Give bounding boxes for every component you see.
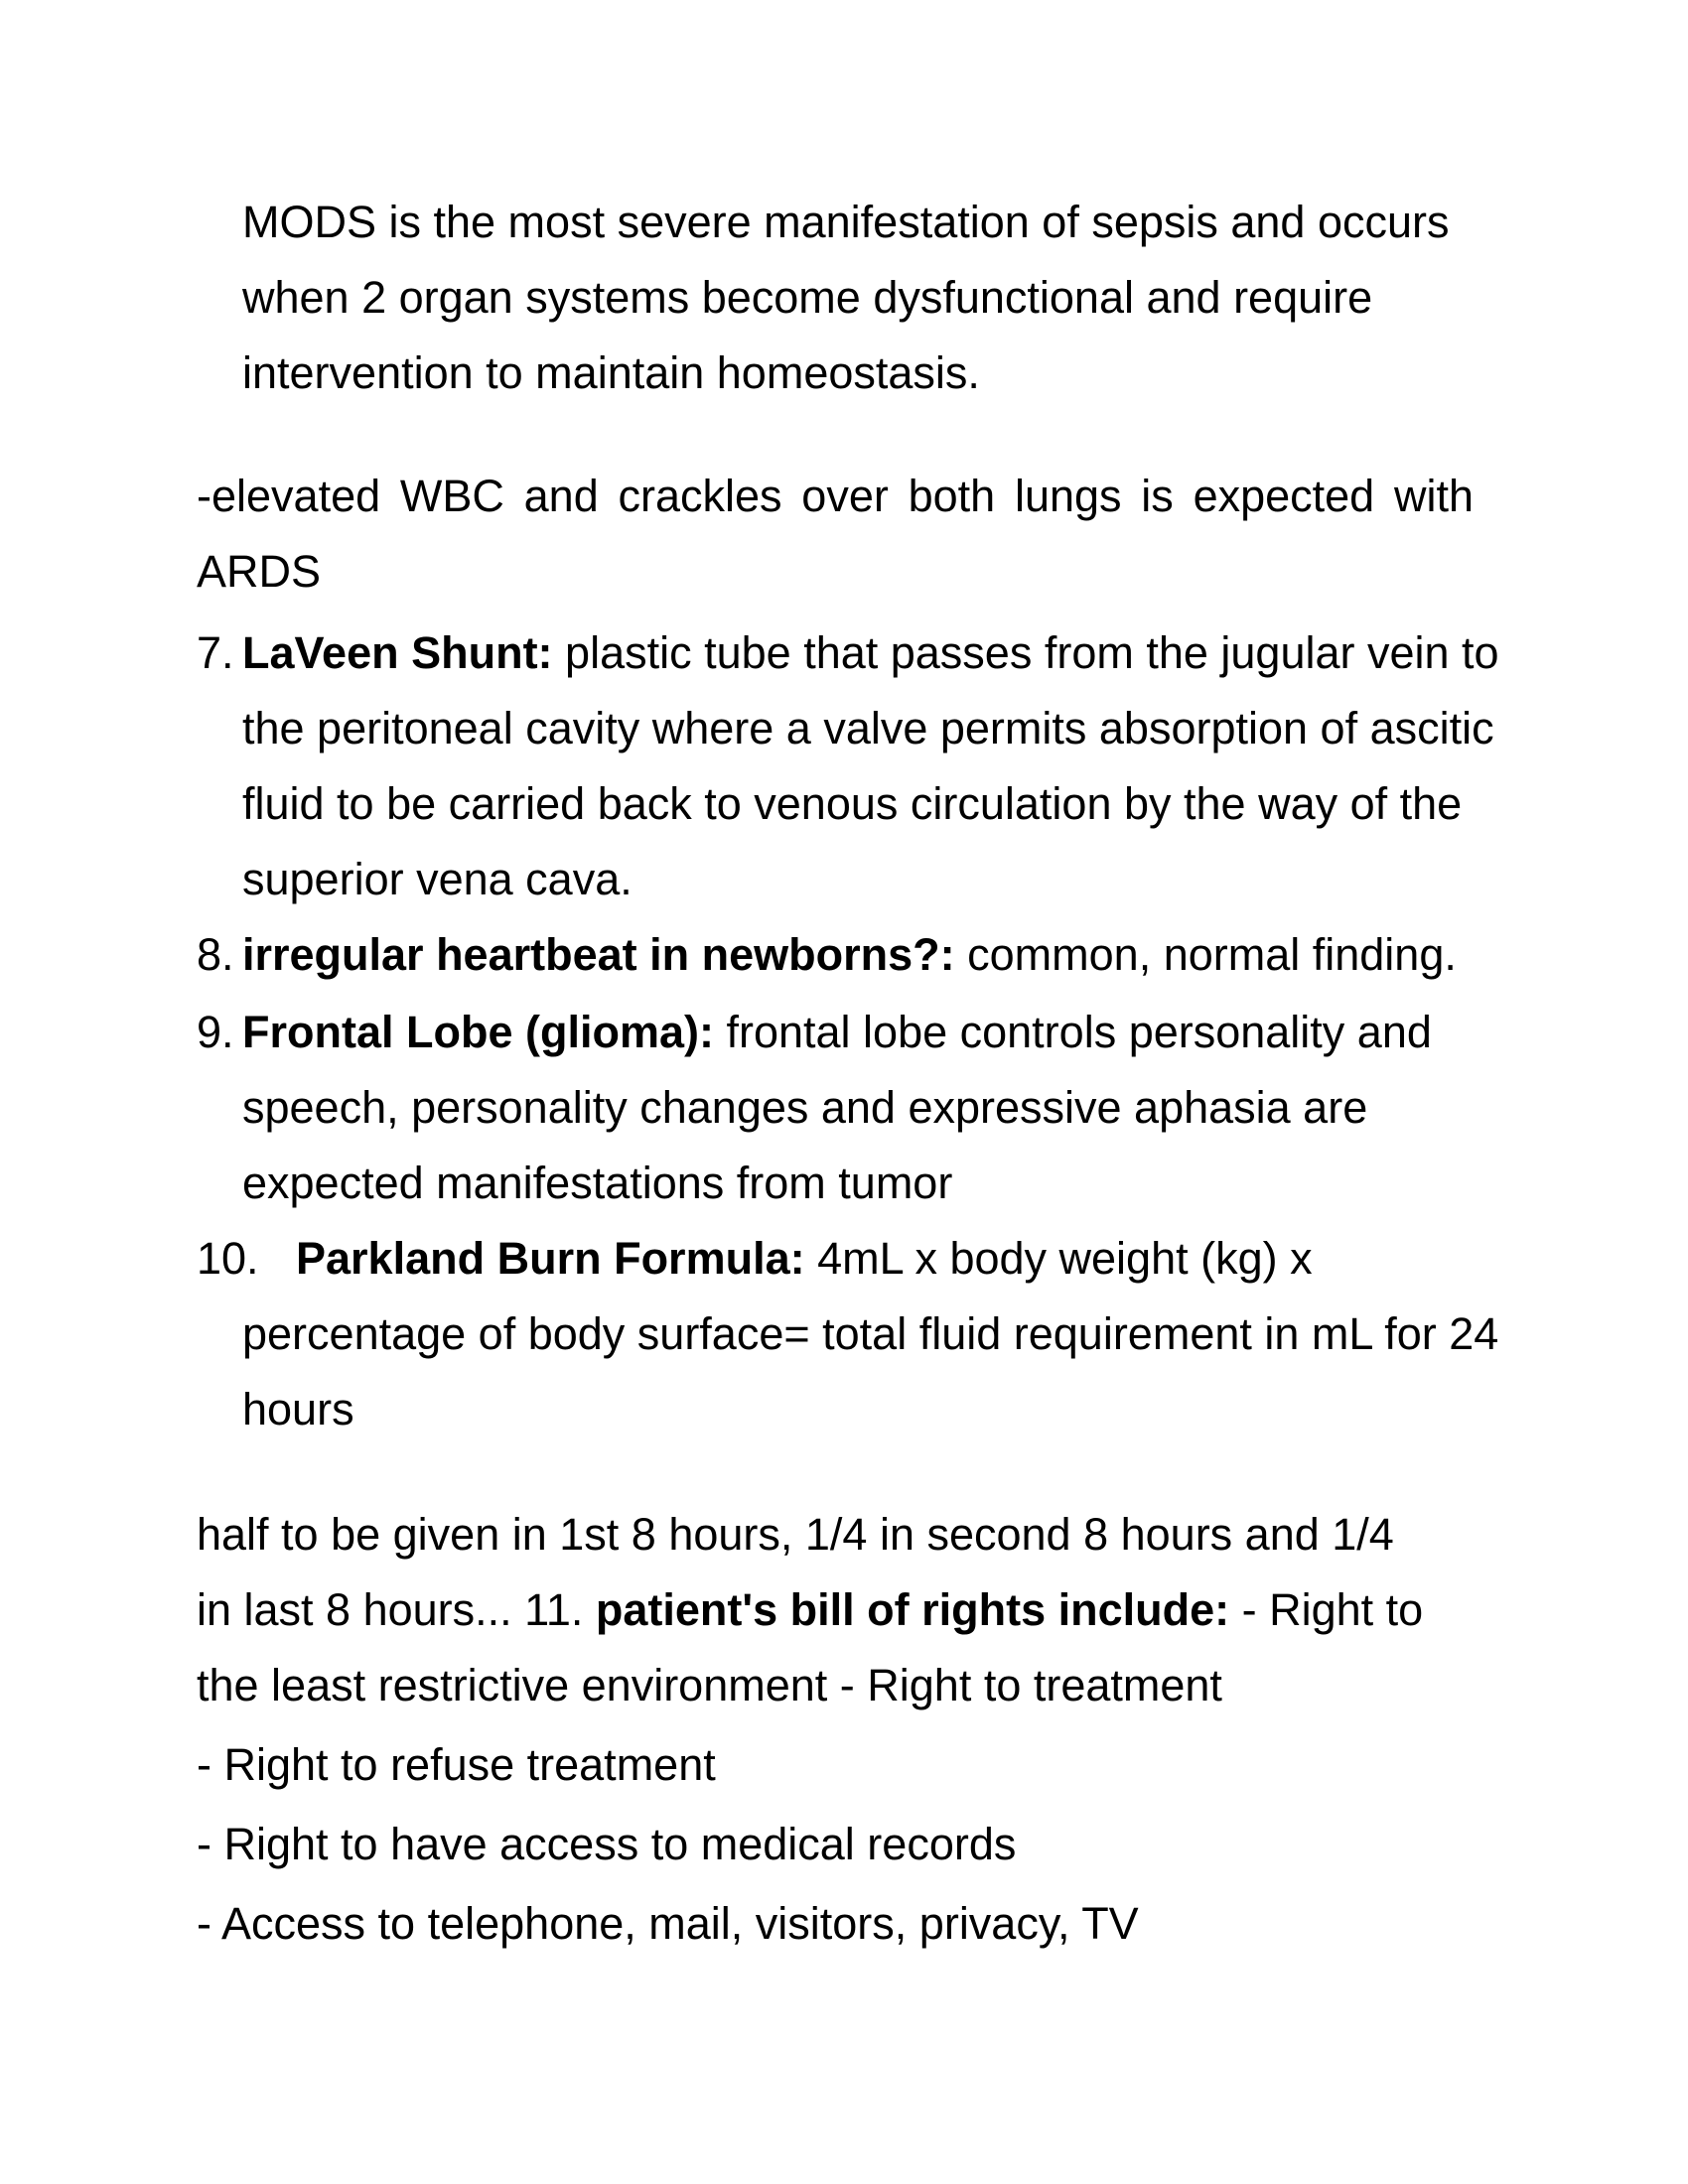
rights-item: - Access to telephone, mail, visitors, privacy, TV [197,1898,1139,1949]
item-7-number: 7. [197,627,234,678]
ards-note-line-2: ARDS [197,546,322,597]
dosing-line-2-start: in last 8 hours... 11. [197,1584,596,1635]
item-11-definition-start: - Right to [1229,1584,1424,1635]
item-10-definition-start: 4mL x body weight (kg) x [804,1233,1313,1284]
item-11-term: patient's bill of rights include: [595,1584,1230,1635]
item-9-definition-start: frontal lobe controls personality and [713,1007,1432,1057]
item-7-line-3: fluid to be carried back to venous circulation by the way of the [242,778,1463,829]
rights-item: - Right to have access to medical records [197,1819,1017,1869]
item-8-line-1 [242,925,1457,985]
item-7-term: LaVeen Shunt: [242,627,553,678]
item-8-term: irregular heartbeat in newborns?: [242,929,955,980]
item-10-line-3: hours [242,1384,354,1434]
item-9-line-3: expected manifestations from tumor [242,1158,953,1208]
dosing-line-3: the least restrictive environment - Right to treatment [197,1660,1222,1710]
ards-note-line-1: -elevated WBC and crackles over both lungs is expected with [197,471,1474,521]
item-10-number: 10. [197,1233,259,1284]
dosing-line-1: half to be given in 1st 8 hours, 1/4 in second 8 hours and 1/4 [197,1509,1394,1560]
item-9-number: 9. [197,1007,234,1057]
item-10-term: Parkland Burn Formula: [296,1233,805,1284]
item-7-line-1 [242,623,1499,683]
item-9-line-2: speech, personality changes and expressive aphasia are [242,1082,1368,1133]
item-8-definition: common, normal finding. [954,929,1457,980]
mods-line-3: intervention to maintain homeostasis. [242,347,980,398]
item-8-number: 8. [197,929,234,980]
item-7-definition-start: plastic tube that passes from the jugular vein to [552,627,1499,678]
item-10-line-1 [296,1229,1313,1289]
rights-item: - Right to refuse treatment [197,1739,716,1790]
item-10-line-2: percentage of body surface= total fluid requirement in mL for 24 [242,1308,1499,1359]
mods-line-2: when 2 organ systems become dysfunctional and require [242,272,1373,323]
item-7-line-2: the peritoneal cavity where a valve permits absorption of ascitic [242,703,1494,753]
dosing-line-2 [197,1580,1423,1640]
mods-line-1: MODS is the most severe manifestation of sepsis and occurs [242,197,1450,247]
item-9-line-1 [242,1003,1432,1062]
item-7-line-4: superior vena cava. [242,854,633,904]
item-9-term: Frontal Lobe (glioma): [242,1007,714,1057]
